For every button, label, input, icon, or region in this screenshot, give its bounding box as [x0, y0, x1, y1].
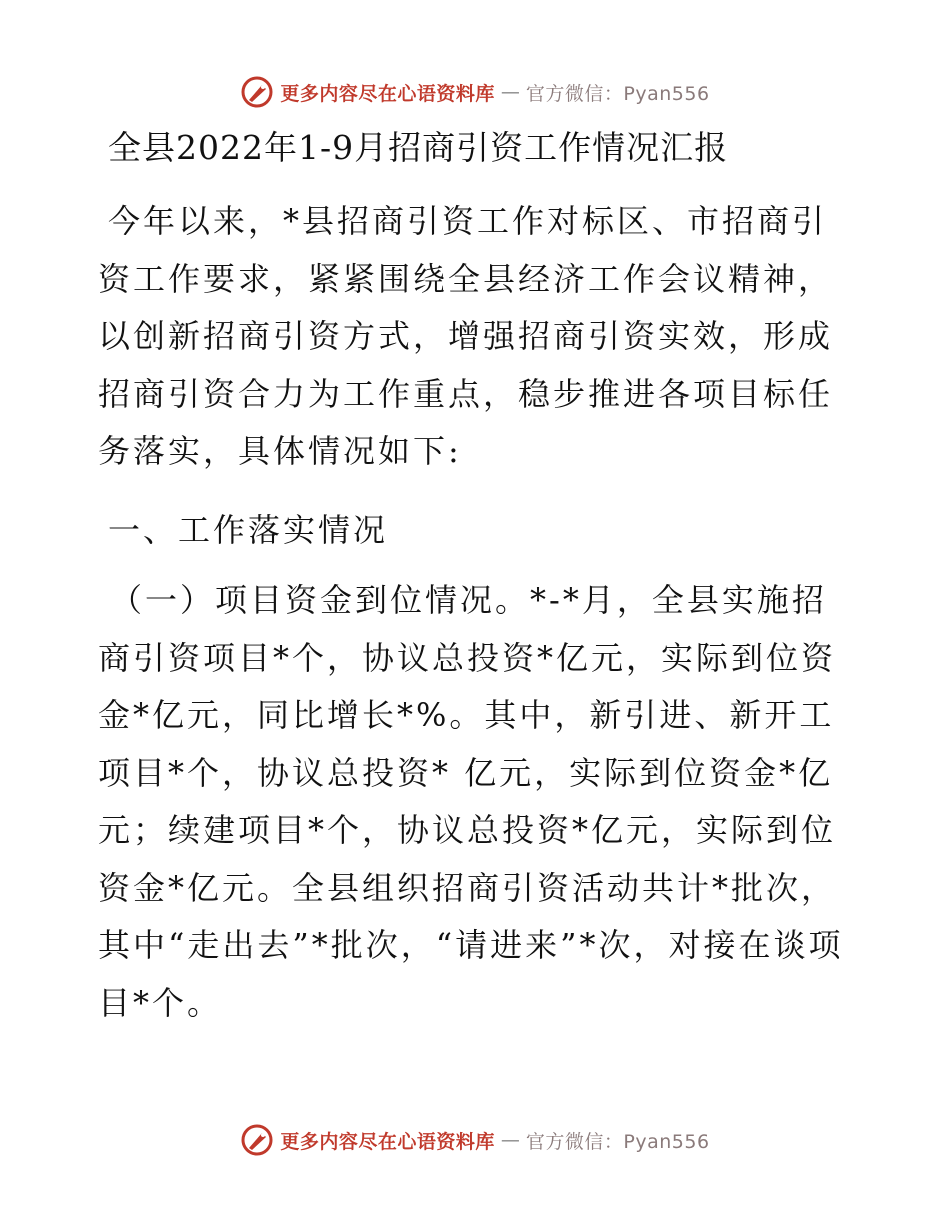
watermark-wechat-text: 官方微信：Pyan556	[525, 82, 710, 105]
watermark-wechat-text: 官方微信：Pyan556	[525, 1130, 710, 1153]
section-heading-1: 一、工作落实情况	[108, 511, 389, 549]
pen-nib-logo-icon	[240, 75, 274, 109]
watermark-header	[0, 70, 950, 114]
watermark-main-text: 更多内容尽在心语资料库	[280, 1130, 495, 1153]
subsection-paragraph-1: （一）项目资金到位情况。*-*月，全县实施招商引资项目*个，协议总投资*亿元，实际到位资金*亿元，同比增长*%。其中，新引进、新开工项目*个，协议总投资* 亿元，实际到位资金*亿元；续建项目*个，协议总投资*亿元，实际到位资金*亿元。全县组织招商引资活动共计*批次，其中“走出去”*批次，“请进来”*次，对接在谈项目*个。	[98, 581, 844, 1022]
pen-nib-logo-icon	[240, 1123, 274, 1157]
watermark-dash: —	[500, 1129, 520, 1151]
intro-paragraph: 今年以来，*县招商引资工作对标区、市招商引资工作要求，紧紧围绕全县经济工作会议精神，以创新招商引资方式，增强招商引资实效，形成招商引资合力为工作重点，稳步推进各项目标任务落实，具体情况如下:	[98, 202, 834, 470]
watermark-main-text: 更多内容尽在心语资料库	[280, 82, 495, 105]
watermark-dash: —	[500, 81, 520, 103]
document-title: 全县2022年1-9月招商引资工作情况汇报	[108, 128, 729, 167]
watermark-footer	[0, 1118, 950, 1162]
